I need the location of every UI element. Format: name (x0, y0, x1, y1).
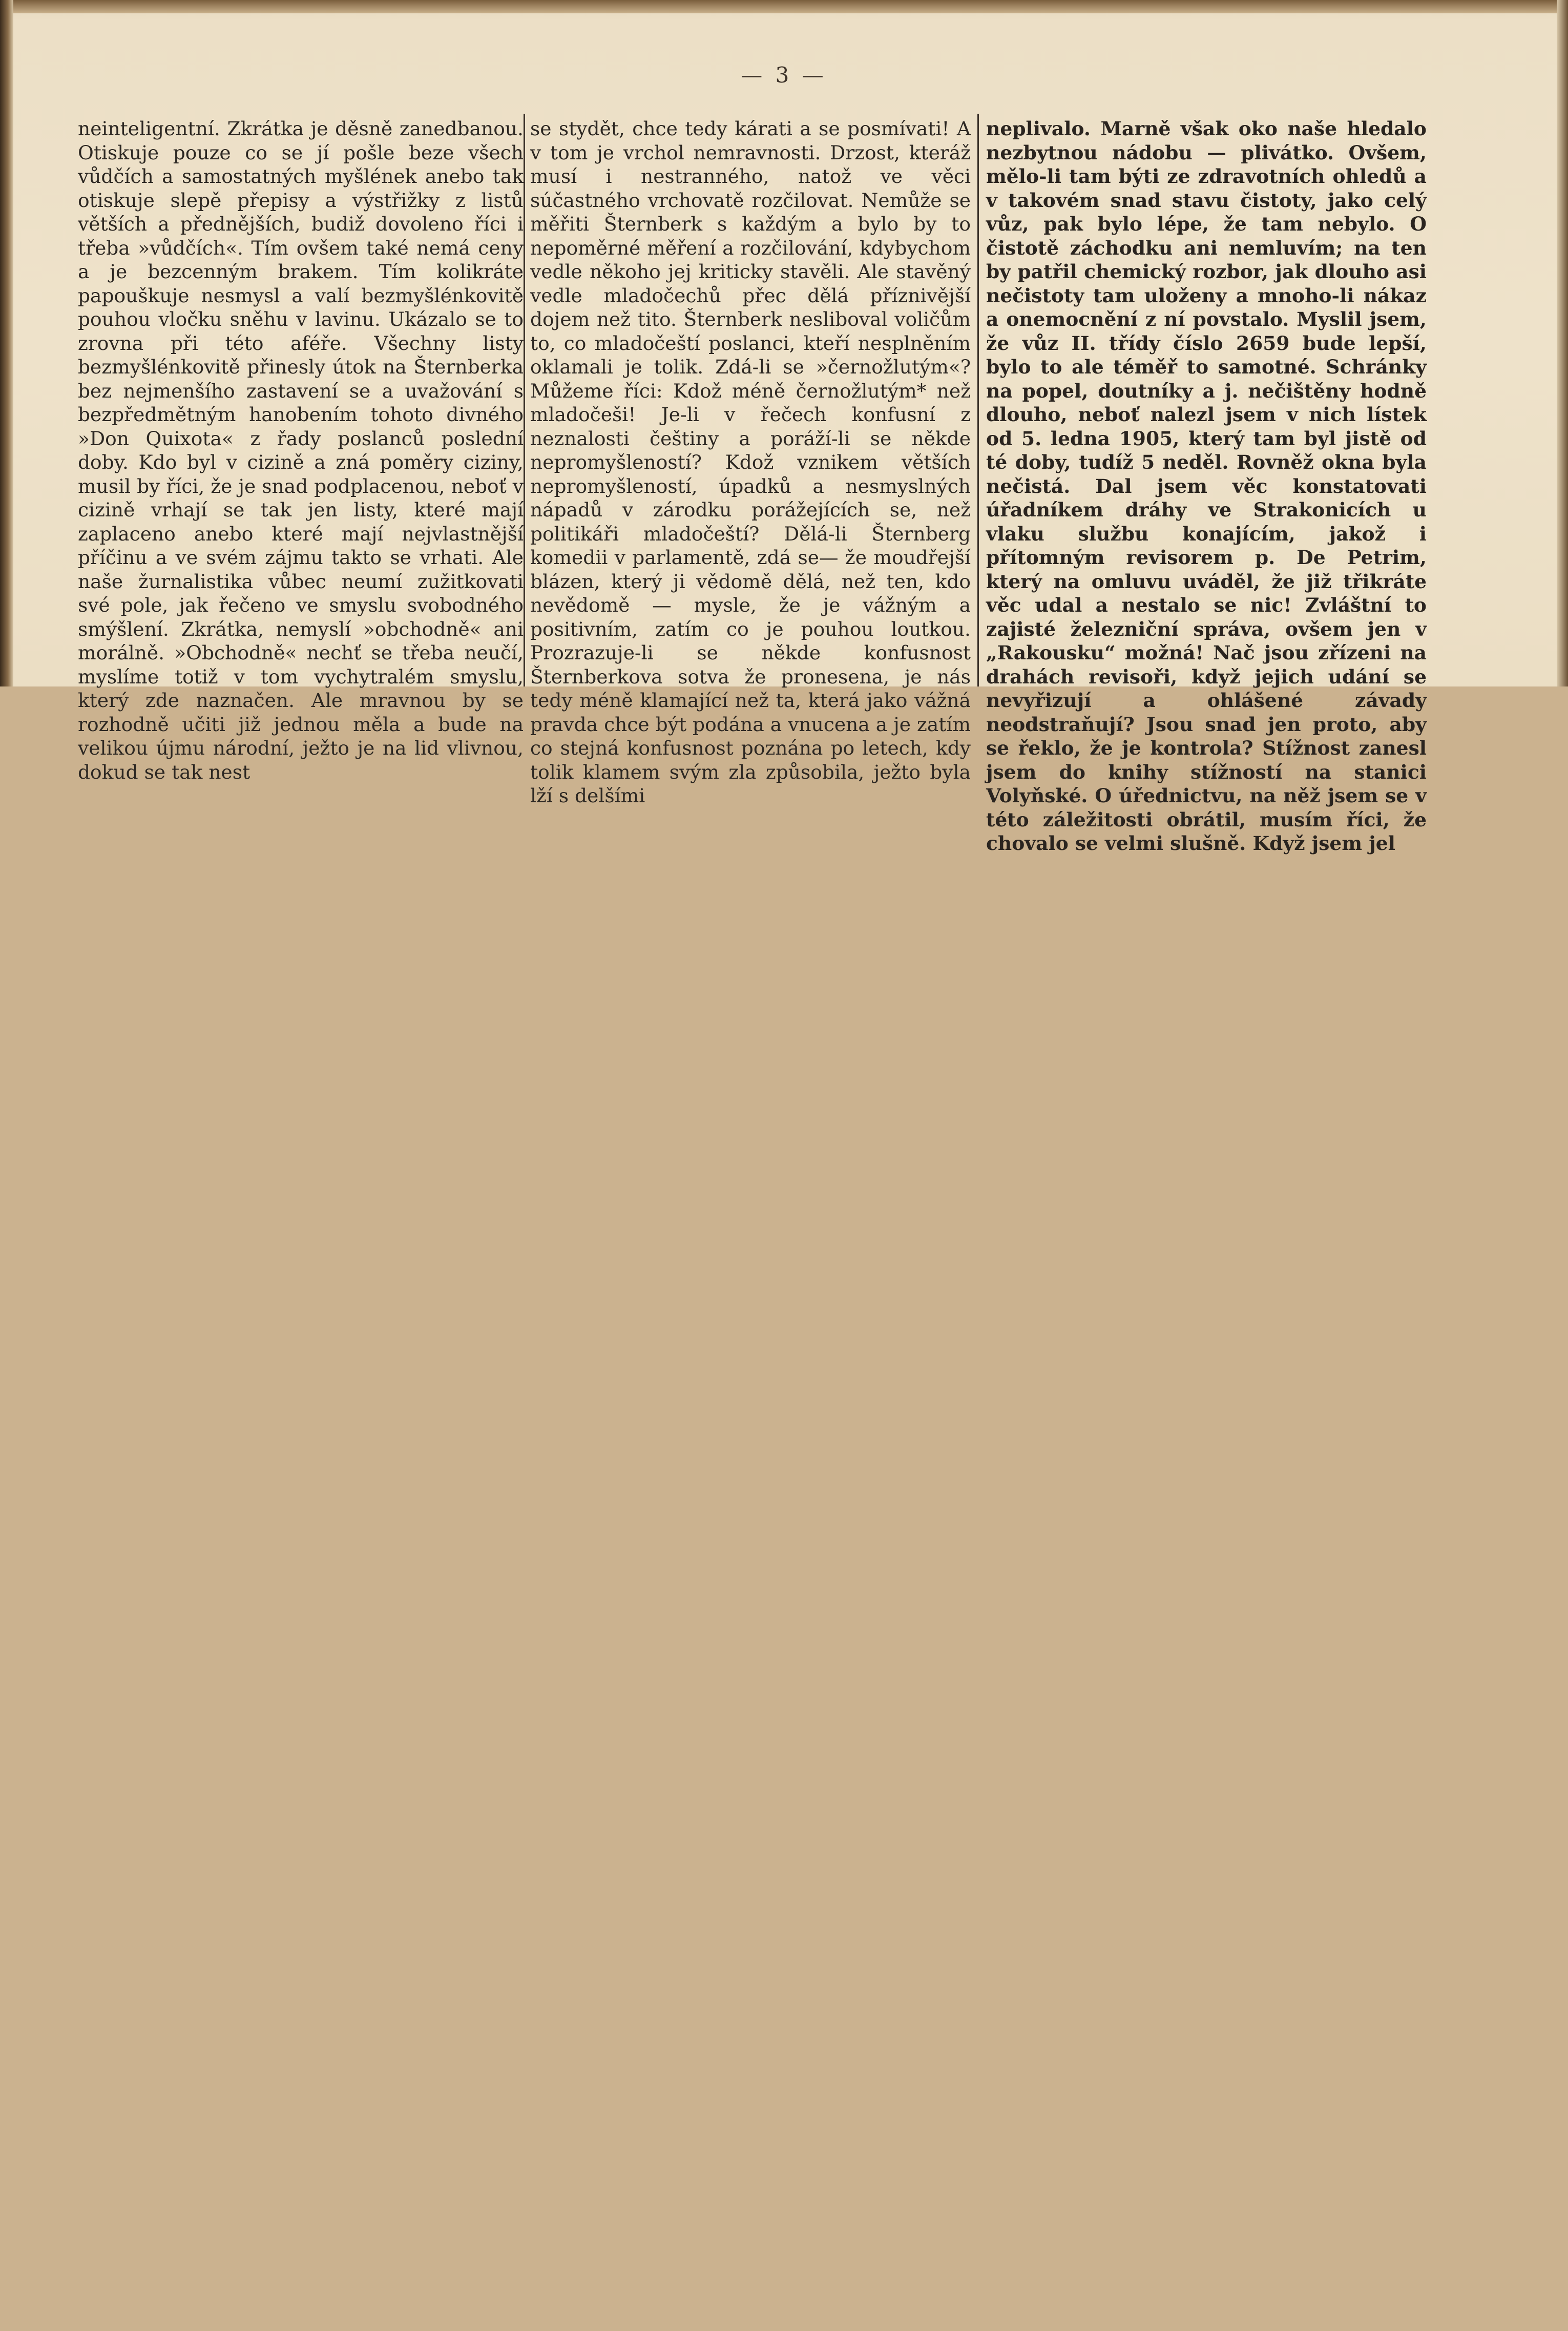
column-divider-2 (977, 114, 979, 686)
page-number: — 3 — (741, 63, 827, 88)
text-column-2 (530, 117, 971, 808)
column-2-text: se stydět, chce tedy kárati a se posmívati! A v tom je vrchol nemravnosti. Drzost, kteráž musí i nestranného, natož ve věci súčastného vrchovatě rozčilovat. Nemůže se měřiti Šternberk s každým a bylo by to nepoměrné měření a rozčilování, kdybychom vedle někoho jej kriticky stavěli. Ale stavěný vedle mladočechů přec dělá příznivější dojem než tito. Šternberk nesliboval voličům to, co mladočeští poslanci, kteří nesplněním oklamali je tolik. Zdá-li se »černožlutým«? Můžeme říci: Kdož méně černožlutým* než mladočeši! Je-li v řečech konfusní z neznalosti češtiny a poráží-li se někde nepromyšleností? Kdož vznikem větších nepromyšleností, úpadků a nesmyslných nápadů v zárodku porážejících se, než politikáři mladočeští? Dělá-li Šternberg komedii v parlamentě, zdá se— že moudřejší blázen, který ji vědomě dělá, než ten, kdo nevědomě — mysle, že je vážným a positivním, zatím co je pouhou loutkou. Prozrazuje-li se někde konfusnost Šternberkova sotva že pronesena, je nás tedy méně klamající než ta, která jako vážná pravda chce být podána a vnucena a je zatím co stejná konfusnost poznána po letech, kdy tolik klamem svým zla způsobila, ježto byla lží s delšími (530, 117, 971, 807)
column-1-text: neinteligentní. Zkrátka je děsně zanedbanou. Otiskuje pouze co se jí pošle beze všech vůdčích a samostatných myšlének anebo tak otiskuje slepě přepisy a výstřižky z listů větších a přednějších, budiž dovoleno říci i třeba »vůdčích«. Tím ovšem také nemá ceny a je bezcenným brakem. Tím kolikráte papouškuje nesmysl a valí bezmyšlénkovitě pouhou vločku sněhu v lavinu. Ukázalo se to zrovna při této aféře. Všechny listy bezmyšlénkovitě přinesly útok na Šternberka bez nejmenšího zastavení se a uvažování s bezpředmětným hanobením tohoto divného »Don Quixota« z řady poslanců poslední doby. Kdo byl v cizině a zná poměry ciziny, musil by říci, že je snad podplacenou, neboť v cizině vrhají se tak jen listy, které mají zaplaceno anebo které mají nejvlastnější příčinu a ve svém zájmu takto se vrhati. Ale naše žurnalistika vůbec neumí zužitkovati své pole, jak řečeno ve smyslu svobodného smýšlení. Zkrátka, nemyslí »obchodně« ani morálně. »Obchodně« nechť se třeba neučí, myslíme totiž v tom vychytralém smyslu, který zde naznačen. Ale mravnou by se rozhodně učiti již jednou měla a bude na velikou újmu národní, ježto je na lid vlivnou, dokud se tak nest (78, 117, 524, 783)
column-divider-1 (524, 114, 525, 686)
page-right-edge (1557, 0, 1568, 686)
page-top-edge (0, 0, 1568, 13)
book-spine (0, 0, 13, 686)
column-3-text: neplivalo. Marně však oko naše hledalo nezbytnou nádobu — plivátko. Ovšem, mělo-li tam býti ze zdravotních ohledů a v takovém snad stavu čistoty, jako celý vůz, pak bylo lépe, že tam nebylo. O čistotě záchodku ani nemluvím; na ten by patřil chemický rozbor, jak dlouho asi nečistoty tam uloženy a mnoho-li nákaz a onemocnění z ní povstalo. Myslil jsem, že vůz II. třídy číslo 2659 bude lepší, bylo to ale téměř to samotné. Schránky na popel, doutníky a j. nečištěny hodně dlouho, neboť nalezl jsem v nich lístek od 5. ledna 1905, který tam byl jistě od té doby, tudíž 5 neděl. Rovněž okna byla nečistá. Dal jsem věc konstatovati úřadníkem dráhy ve Strakonicích u vlaku službu konajícím, jakož i přítomným revisorem p. De Petrim, který na omluvu uváděl, že již třikráte věc udal a nestalo se nic! Zvláštní to zajisté železniční správa, ovšem jen v „Rakousku“ možná! Nač jsou zřízeni na drahách revisoři, když jejich udání se nevyřizují a ohlášené závady neodstraňují? Jsou snad jen proto, aby se řeklo, že je kontrola? Stížnost zanesl jsem do knihy stížností na stanici Volyňské. O úřednictvu, na něž jsem se v této záležitosti obrátil, musím říci, že chovalo se velmi slušně. Když jsem jel (986, 117, 1427, 855)
text-column-1 (78, 117, 524, 784)
text-column-3 (986, 117, 1427, 856)
scanned-page (0, 0, 1568, 855)
